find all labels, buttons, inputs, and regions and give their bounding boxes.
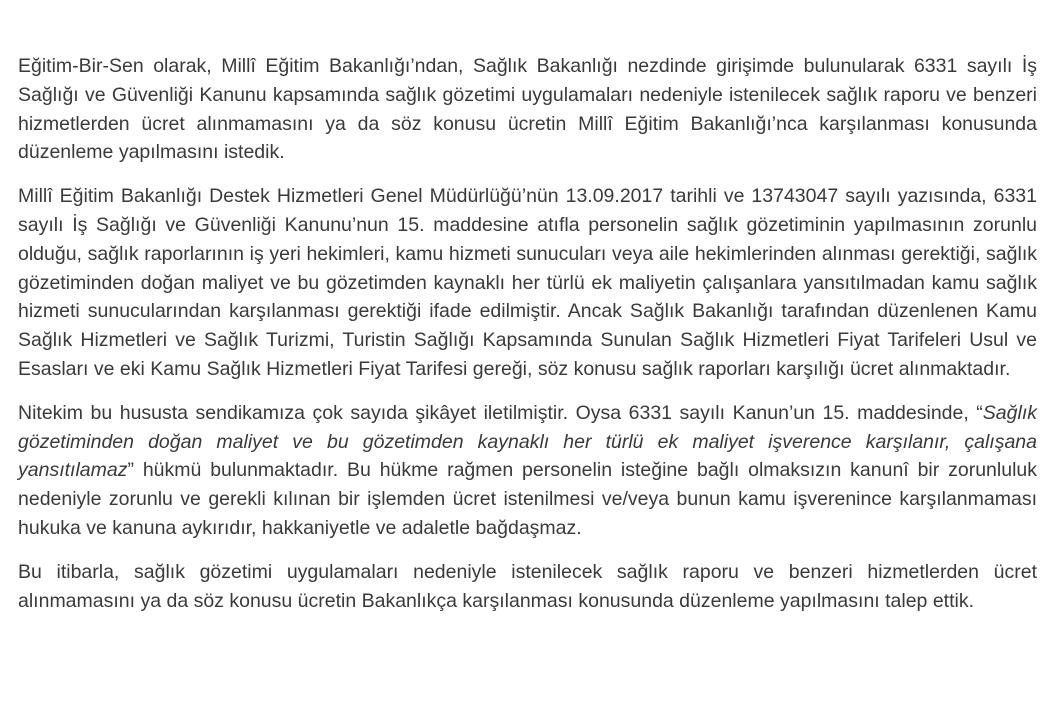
paragraph-complaints — [18, 399, 1037, 543]
paragraph-request: Eğitim-Bir-Sen olarak, Millî Eğitim Bakanlığı’ndan, Sağlık Bakanlığı nezdinde girişimde bulunularak 6331 sayılı İş Sağlığı ve Güvenliği Kanunu kapsamında sağlık gözetimi uygulamaları nedeniyle istenilecek sağlık raporu ve benzeri hizmetlerden ücret alınmamasını ya da söz konusu ücretin Millî Eğitim Bakanlığı’nca karşılanması konusunda düzenleme yapılmasını istedik. — [18, 55, 1037, 164]
article-body — [18, 52, 1037, 615]
law-quote: Sağlık gözetiminden doğan maliyet ve bu gözetimden kaynaklı her türlü ek maliyet işverence karşılanır, çalışana yansıtılamaz — [18, 401, 1037, 482]
paragraph-demand: Bu itibarla, sağlık gözetimi uygulamaları nedeniyle istenilecek sağlık raporu ve benzeri hizmetlerden ücret alınmamasını ya da söz konusu ücretin Bakanlıkça karşılanması konusunda düzenleme yapılmasını talep ettik. — [18, 560, 1037, 612]
paragraph-complaints-intro: Nitekim bu hususta sendikamıza çok sayıda şikâyet iletilmiştir. Oysa 6331 sayılı Kanun’un 15. maddesinde, “ — [18, 401, 983, 424]
paragraph-ministry-response: Millî Eğitim Bakanlığı Destek Hizmetleri Genel Müdürlüğü’nün 13.09.2017 tarihli ve 13743047 sayılı yazısında, 6331 sayılı İş Sağlığı ve Güvenliği Kanunu’nun 15. maddesine atıfla personelin sağlık gözetiminin yapılmasının zorunlu olduğu, sağlık raporlarının iş yeri hekimleri, kamu hizmeti sunucuları veya aile hekimlerinden alınması gerektiği, sağlık gözetiminden doğan maliyet ve bu gözetimden kaynaklı her türlü ek maliyetin çalışanlara yansıtılmadan kamu sağlık hizmeti sunucularından karşılanması gerektiği ifade edilmiştir. Ancak Sağlık Bakanlığı tarafından düzenlenen Kamu Sağlık Hizmetleri ve Sağlık Turizmi, Turistin Sağlığı Kapsamında Sunulan Sağlık Hizmetleri Fiyat Tarifeleri Usul ve Esasları ve eki Kamu Sağlık Hizmetleri Fiyat Tarifesi gereği, söz konusu sağlık raporları karşılığı ücret alınmaktadır. — [18, 185, 1037, 380]
paragraph-complaints-conclusion: ” hükmü bulunmaktadır. Bu hükme rağmen personelin isteğine bağlı olmaksızın kanunî bir zorunluluk nedeniyle zorunlu ve gerekli kılınan bir işlemden ücret istenilmesi ve/veya bunun kamu işverenince karşılanmaması hukuka ve kanuna aykırıdır, hakkaniyetle ve adaletle bağdaşmaz. — [18, 459, 1037, 539]
